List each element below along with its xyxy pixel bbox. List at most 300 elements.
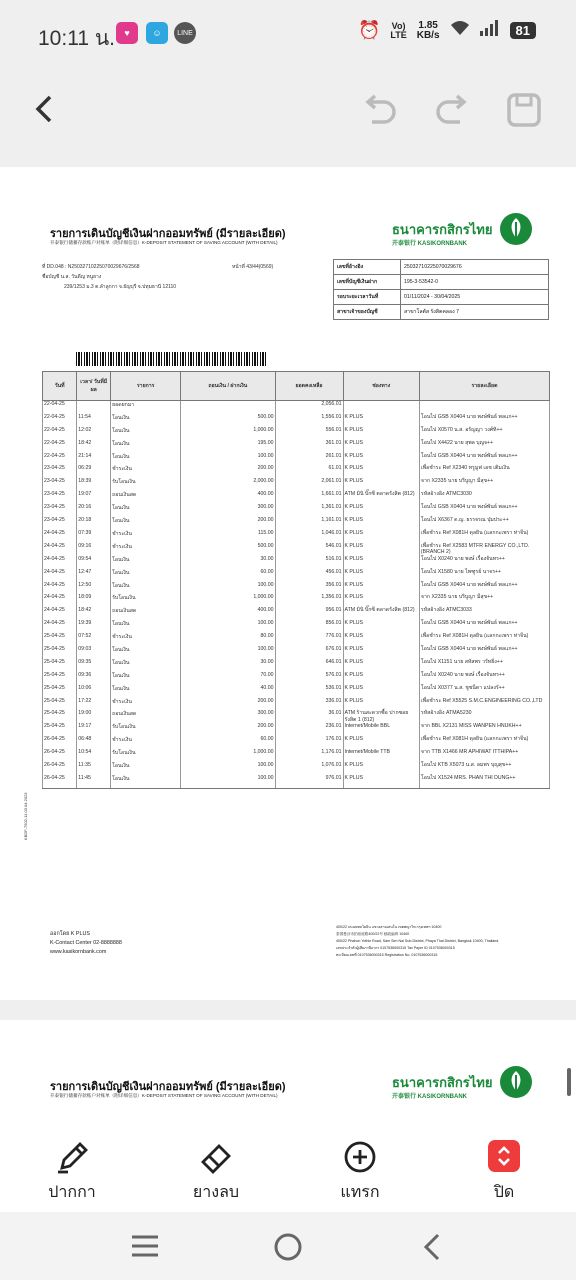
table-cell: ถอนเงินสด: [111, 710, 181, 723]
table-cell: 22-04-25: [43, 427, 77, 440]
table-cell: 25-04-25: [43, 646, 77, 659]
pen-icon: [56, 1140, 90, 1174]
edit-bottom-bar: [0, 1112, 576, 1212]
table-cell: 24-04-25: [43, 620, 77, 633]
table-cell: K PLUS: [343, 427, 419, 440]
add-circle-icon: [343, 1140, 377, 1174]
table-cell: 1,000.00: [181, 594, 275, 607]
table-cell: 200.00: [181, 698, 275, 711]
info-key: เลขที่อ้างอิง: [334, 260, 401, 275]
table-cell: 09:36: [77, 672, 111, 685]
table-cell: 2,061.01: [275, 478, 343, 491]
table-cell: โอนเงิน: [111, 427, 181, 440]
table-cell: โอนไป GSB X0404 นาย พงษ์พันธ์ พลแก++: [419, 582, 549, 595]
table-cell: 26-04-25: [43, 749, 77, 762]
table-cell: 2,056.01: [275, 401, 343, 414]
table-cell: [343, 401, 419, 414]
save-icon[interactable]: [506, 92, 542, 128]
table-cell: 400.00: [181, 491, 275, 504]
wifi-icon: [450, 20, 470, 41]
bank-sub: 开泰银行 KASIKORNBANK: [392, 241, 468, 247]
table-cell: K PLUS: [343, 543, 419, 556]
table-cell: รหัสอ้างอิง ATMC3033: [419, 607, 549, 620]
info-value: 250327102250700296​76: [401, 260, 549, 275]
column-header: รายละเอียด: [419, 372, 549, 401]
table-row: [43, 556, 550, 569]
table-cell: [181, 401, 275, 414]
table-cell: โอนไป X6367 ด.ญ. ธรรจรณ ปุ่มประ++: [419, 517, 549, 530]
table-cell: 06:48: [77, 736, 111, 749]
table-cell: 30.00: [181, 659, 275, 672]
table-cell: จาก X2335 นาย บริบูญา มีสุข++: [419, 594, 549, 607]
table-cell: 09:16: [77, 543, 111, 556]
top-toolbar: [0, 64, 576, 164]
column-header: รายการ: [111, 372, 181, 401]
table-cell: ATM มินิ บิ๊กซี ตลาดรังสิต (812): [343, 607, 419, 620]
net-speed: 1.85 KB/s: [416, 19, 440, 41]
table-cell: โอนไป GSB X0404 นาย พงษ์พันธ์ พลแก++: [419, 504, 549, 517]
table-cell: โอนเงิน: [111, 569, 181, 582]
table-cell: 22-04-25: [43, 453, 77, 466]
account-info-box: [333, 259, 549, 320]
table-cell: 36.01: [275, 710, 343, 723]
table-cell: 18:39: [77, 478, 111, 491]
table-row: [43, 465, 550, 478]
table-cell: K PLUS: [343, 594, 419, 607]
table-cell: จาก BBL X2131 MISS WANPEN HNUKH++: [419, 723, 549, 736]
table-cell: 1,556.01: [275, 414, 343, 427]
info-row: [334, 290, 549, 305]
table-cell: 100.00: [181, 453, 275, 466]
table-cell: โอนไป GSB X0404 นาย พงษ์พันธ์ พลแก++: [419, 414, 549, 427]
table-cell: Internet/Mobile TTB: [343, 749, 419, 762]
table-cell: เพื่อชำระ Ref X5525 S.M.C.ENGINEERING CO.,LTD: [419, 698, 549, 711]
table-cell: โอนเงิน: [111, 453, 181, 466]
table-cell: 24-04-25: [43, 569, 77, 582]
info-value: 01/11/2024 - 30/04/2025: [401, 290, 549, 305]
info-row: [334, 275, 549, 290]
table-row: [43, 530, 550, 543]
status-right: [358, 20, 536, 41]
table-cell: 976.01: [275, 775, 343, 788]
back-arrow-icon[interactable]: [32, 94, 58, 124]
table-cell: โอนไป KTB X5073 น.ส. ลมพร บุญสุข++: [419, 762, 549, 775]
table-cell: 676.01: [275, 646, 343, 659]
table-cell: โอนเงิน: [111, 440, 181, 453]
table-cell: 25-04-25: [43, 672, 77, 685]
table-cell: 70.00: [181, 672, 275, 685]
table-cell: K PLUS: [343, 517, 419, 530]
table-cell: 19:39: [77, 620, 111, 633]
status-time: 10:11 น.: [38, 27, 116, 50]
table-cell: โอนเงิน: [111, 762, 181, 775]
table-cell: 500.00: [181, 414, 275, 427]
table-cell: รับโอนเงิน: [111, 478, 181, 491]
table-row: [43, 659, 550, 672]
column-header: เวลา/ วันที่มีผล: [77, 372, 111, 401]
table-cell: 456.01: [275, 569, 343, 582]
table-cell: 25-04-25: [43, 659, 77, 672]
alarm-icon: ⏰: [357, 20, 381, 40]
table-cell: 26-04-25: [43, 762, 77, 775]
table-cell: 07:52: [77, 633, 111, 646]
table-row: [43, 607, 550, 620]
table-cell: 24-04-25: [43, 582, 77, 595]
table-cell: K PLUS: [343, 465, 419, 478]
table-row: [43, 646, 550, 659]
status-bar: [0, 0, 576, 64]
table-cell: 1,046.01: [275, 530, 343, 543]
table-cell: 11:45: [77, 775, 111, 788]
table-cell: 336.01: [275, 698, 343, 711]
table-cell: โอนเงิน: [111, 685, 181, 698]
footer-line: ทะเบียนเลขที่ 0107536000315 Registration No. 0107536000315: [336, 953, 438, 957]
table-cell: 18:42: [77, 440, 111, 453]
table-cell: 1,176.01: [275, 749, 343, 762]
info-row: [334, 260, 549, 275]
pen-label: ปากกา: [48, 1182, 96, 1201]
undo-icon[interactable]: [362, 92, 398, 126]
table-cell: 19:07: [77, 491, 111, 504]
table-cell: 12:02: [77, 427, 111, 440]
table-cell: 09:35: [77, 659, 111, 672]
table-cell: ชำระเงิน: [111, 465, 181, 478]
table-cell: K PLUS: [343, 698, 419, 711]
back-icon[interactable]: [420, 1232, 444, 1262]
table-cell: 24-04-25: [43, 556, 77, 569]
table-cell: K PLUS: [343, 672, 419, 685]
table-cell: 10:06: [77, 685, 111, 698]
table-row: [43, 723, 550, 736]
table-cell: โอนไป X0240 นาย พงษ์ เรื่องจันทร++: [419, 672, 549, 685]
bank-name-p2: ธนาคารกสิกรไทย: [392, 1075, 493, 1090]
table-cell: โอนเงิน: [111, 517, 181, 530]
table-cell: โอนเงิน: [111, 775, 181, 788]
table-cell: 61.01: [275, 465, 343, 478]
table-cell: 1,000.00: [181, 749, 275, 762]
table-cell: 22-04-25: [43, 414, 77, 427]
table-row: [43, 491, 550, 504]
table-cell: K PLUS: [343, 453, 419, 466]
table-row: [43, 543, 550, 556]
table-cell: 300.00: [181, 504, 275, 517]
table-cell: 200.00: [181, 465, 275, 478]
table-cell: รหัสอ้างอิง ATMA5230: [419, 710, 549, 723]
doc-title: รายการเดินบัญชีเงินฝากออมทรัพย์ (มีรายละเอียด): [50, 228, 286, 240]
volte-indicator: Vo) LTE: [390, 20, 407, 40]
table-cell: เพื่อชำระ Ref X081H ดุลยิน (แลกกะเพรา ท่าจีน): [419, 736, 549, 749]
doc-title-p2: รายการเดินบัญชีเงินฝากออมทรัพย์ (มีรายละเอียด): [50, 1081, 286, 1093]
table-cell: 23-04-25: [43, 478, 77, 491]
table-cell: K PLUS: [343, 569, 419, 582]
table-cell: จาก TTB X1466 MR APHIWAT ITTHIPA++: [419, 749, 549, 762]
table-cell: 356.01: [275, 582, 343, 595]
table-row: [43, 698, 550, 711]
table-cell: 1,076.01: [275, 762, 343, 775]
table-cell: 18:09: [77, 594, 111, 607]
kbank-logo-icon: [499, 1065, 533, 1099]
table-cell: 26-04-25: [43, 736, 77, 749]
doc-subtitle-p2: 开泰银行储蓄存款账户对账单（附详细信息）K-DEPOSIT STATEMENT OF SAVING ACCOUNT (WITH DETAIL): [50, 1093, 278, 1098]
table-cell: รหัสอ้างอิง ATMC3030: [419, 491, 549, 504]
holder-address: 239/1253 ม.3 ต.ลำลูกกา จ.ธัญบุรี จ.ปทุมธานี 12110: [64, 284, 177, 290]
table-cell: [77, 401, 111, 414]
table-cell: ถอนเงินสด: [111, 607, 181, 620]
table-row: [43, 453, 550, 466]
table-cell: 956.01: [275, 607, 343, 620]
table-cell: 100.00: [181, 620, 275, 633]
table-cell: โอนเงิน: [111, 659, 181, 672]
table-cell: ชำระเงิน: [111, 736, 181, 749]
table-cell: ถอนเงินสด: [111, 491, 181, 504]
column-header: วันที่: [43, 372, 77, 401]
table-cell: 25-04-25: [43, 633, 77, 646]
column-header: ยอดคงเหลือ: [275, 372, 343, 401]
footer-line: K-Contact Center 02-8888888: [50, 940, 122, 946]
table-cell: ชำระเงิน: [111, 530, 181, 543]
table-cell: 516.01: [275, 556, 343, 569]
table-cell: รับโอนเงิน: [111, 723, 181, 736]
table-row: [43, 478, 550, 491]
battery-indicator: 81: [510, 22, 536, 39]
table-cell: โอนเงิน: [111, 646, 181, 659]
table-cell: ชำระเงิน: [111, 698, 181, 711]
table-cell: 07:39: [77, 530, 111, 543]
scrollbar-thumb[interactable]: [567, 1068, 571, 1096]
table-cell: 40.00: [181, 685, 275, 698]
table-row: [43, 517, 550, 530]
table-cell: 300.00: [181, 710, 275, 723]
table-cell: 22-04-25: [43, 401, 77, 414]
table-cell: 25-04-25: [43, 723, 77, 736]
line-icon: LINE: [174, 22, 196, 44]
footer-line: www.kasikornbank.com: [50, 949, 107, 955]
table-cell: 06:29: [77, 465, 111, 478]
table-cell: โอนไป GSB X0404 นาย พงษ์พันธ์ พลแก++: [419, 646, 549, 659]
table-cell: 576.01: [275, 672, 343, 685]
table-cell: โอนไป X1524 MRS. PHAN THI DUNG++: [419, 775, 549, 788]
table-cell: 200.00: [181, 517, 275, 530]
table-cell: 1,361.01: [275, 504, 343, 517]
table-cell: รับโอนเงิน: [111, 594, 181, 607]
table-cell: 25-04-25: [43, 698, 77, 711]
table-cell: 1,356.01: [275, 594, 343, 607]
table-cell: 236.01: [275, 723, 343, 736]
table-cell: K PLUS: [343, 620, 419, 633]
table-cell: K PLUS: [343, 504, 419, 517]
barcode: [76, 352, 266, 366]
transactions-table: [42, 371, 550, 789]
table-cell: 11:35: [77, 762, 111, 775]
bank-name: ธนาคารกสิกรไทย: [392, 222, 493, 237]
insert-label: แทรก: [340, 1182, 380, 1201]
doc-subtitle: 开泰银行储蓄存款账户对账单（附详细信息）K-DEPOSIT STATEMENT OF SAVING ACCOUNT (WITH DETAIL): [50, 240, 278, 245]
table-cell: 22-04-25: [43, 440, 77, 453]
table-cell: K PLUS: [343, 440, 419, 453]
column-header: ถอนเงิน / ฝากเงิน: [181, 372, 275, 401]
table-cell: 25-04-25: [43, 685, 77, 698]
table-row: [43, 749, 550, 762]
table-cell: โอนเงิน: [111, 620, 181, 633]
footer-line: 400/22 ถนนพหลโยธิน แขวงสามเสนใน เขตพญาไท กรุงเทพฯ 10400: [336, 925, 442, 929]
table-cell: K PLUS: [343, 646, 419, 659]
table-row: [43, 401, 550, 414]
info-value: สาขาโลตัส รังสิตคลอง 7: [401, 305, 549, 320]
table-cell: ATM มินิ บิ๊กซี ตลาดรังสิต (812): [343, 491, 419, 504]
table-cell: 556.01: [275, 427, 343, 440]
table-cell: K PLUS: [343, 659, 419, 672]
table-cell: 100.00: [181, 775, 275, 788]
table-cell: K PLUS: [343, 736, 419, 749]
page-number: หน้าที่ 43/44(0569): [232, 264, 274, 270]
table-cell: 24-04-25: [43, 530, 77, 543]
table-cell: โอนเงิน: [111, 672, 181, 685]
footer-line: 泰国曼谷市拍裕庭路400/22号 邮政编码 10400: [336, 932, 410, 936]
table-cell: 2,000.00: [181, 478, 275, 491]
table-cell: 30.00: [181, 556, 275, 569]
table-row: [43, 582, 550, 595]
table-row: [43, 594, 550, 607]
table-cell: โอนไป X1151 นาย สหัสพร วรัทยิ่ง++: [419, 659, 549, 672]
table-cell: 09:03: [77, 646, 111, 659]
table-row: [43, 672, 550, 685]
table-cell: 115.00: [181, 530, 275, 543]
table-cell: ชำระเงิน: [111, 543, 181, 556]
footer-right: [336, 924, 499, 959]
table-cell: 24-04-25: [43, 594, 77, 607]
info-value: 195-3-53542-0: [401, 275, 549, 290]
table-cell: K PLUS: [343, 685, 419, 698]
table-row: [43, 620, 550, 633]
collapse-icon: [488, 1140, 520, 1172]
table-row: [43, 633, 550, 646]
table-cell: 500.00: [181, 543, 275, 556]
table-cell: 261.01: [275, 453, 343, 466]
table-cell: จาก X2335 นาย บริบูญา มีสุข++: [419, 478, 549, 491]
footer-line: ออกโดย K PLUS: [50, 931, 90, 937]
table-cell: เพื่อชำระ Ref X081H ดุลยิน (แลกกะเพรา ท่าจีน): [419, 530, 549, 543]
info-key: เลขที่บัญชีเงินฝาก: [334, 275, 401, 290]
table-cell: 23-04-25: [43, 504, 77, 517]
table-cell: 856.01: [275, 620, 343, 633]
table-cell: 100.00: [181, 646, 275, 659]
table-row: [43, 569, 550, 582]
table-cell: 1,161.01: [275, 517, 343, 530]
table-cell: 195.00: [181, 440, 275, 453]
footer-line: 400/22 Phahon Yothin Road, Sam Sen Nai Sub-District, Phaya Thai District, Bangkok 10400, Thailand.: [336, 939, 500, 943]
footer-line: เลขประจำตัวผู้เสียภาษีอากร 0107536000315 Tax Payer ID 0107536000315: [336, 946, 455, 950]
table-cell: รับโอนเงิน: [111, 749, 181, 762]
info-key: รอบระยะเวลาวันที่: [334, 290, 401, 305]
account-holder: ชื่อบัญชี น.ส. วันดีญ หนูยาง: [42, 274, 102, 280]
table-cell: ATM ร้านสะดวกซื้อ ปากซอย รังสิต 1 (812): [343, 710, 419, 723]
table-cell: โอนเงิน: [111, 504, 181, 517]
table-cell: 26-04-25: [43, 775, 77, 788]
table-cell: 100.00: [181, 762, 275, 775]
table-row: [43, 775, 550, 788]
home-icon[interactable]: [272, 1231, 304, 1263]
table-cell: K PLUS: [343, 478, 419, 491]
table-cell: 536.01: [275, 685, 343, 698]
table-cell: 100.00: [181, 582, 275, 595]
table-cell: 12:47: [77, 569, 111, 582]
table-cell: 23-04-25: [43, 465, 77, 478]
table-cell: 09:54: [77, 556, 111, 569]
table-cell: 20:16: [77, 504, 111, 517]
table-cell: 400.00: [181, 607, 275, 620]
eraser-icon: [199, 1140, 233, 1174]
table-cell: 646.01: [275, 659, 343, 672]
table-cell: 11:54: [77, 414, 111, 427]
table-cell: K PLUS: [343, 530, 419, 543]
table-cell: 176.01: [275, 736, 343, 749]
table-cell: 24-04-25: [43, 607, 77, 620]
table-cell: 23-04-25: [43, 517, 77, 530]
table-cell: เพื่อชำระ Ref X081H ดุลยิน (แลกกะเพรา ท่าจีน): [419, 633, 549, 646]
table-cell: K PLUS: [343, 582, 419, 595]
doc-ref: ที่ DD.048 : N2503271022507002967​6/2568: [42, 264, 140, 270]
table-cell: 19:17: [77, 723, 111, 736]
chat-icon: ☺: [146, 22, 168, 44]
table-cell: 21:14: [77, 453, 111, 466]
table-cell: 60.00: [181, 569, 275, 582]
redo-icon[interactable]: [434, 92, 470, 126]
table-cell: 80.00: [181, 633, 275, 646]
table-cell: K PLUS: [343, 775, 419, 788]
table-cell: โอนไป GSB X0404 นาย พงษ์พันธ์ พลแก++: [419, 620, 549, 633]
recent-apps-icon[interactable]: [130, 1234, 160, 1258]
table-cell: 200.00: [181, 723, 275, 736]
table-row: [43, 414, 550, 427]
document-page-2: [0, 1020, 576, 1112]
table-cell: 546.01: [275, 543, 343, 556]
table-row: [43, 685, 550, 698]
table-cell: K PLUS: [343, 556, 419, 569]
table-row: [43, 710, 550, 723]
table-cell: เพื่อชำระ Ref X2340 ทรูมูฟ เอช เติมเงิน: [419, 465, 549, 478]
table-cell: 60.00: [181, 736, 275, 749]
footer-left: [50, 930, 122, 957]
table-cell: 25-04-25: [43, 710, 77, 723]
table-cell: 17:22: [77, 698, 111, 711]
table-cell: 12:50: [77, 582, 111, 595]
info-key: สาขาเจ้าของบัญชี: [334, 305, 401, 320]
table-cell: เพื่อชำระ Ref X2583 MTFR ENERGY CO.,LTD. (BRANCH 2): [419, 543, 549, 556]
table-cell: 20:18: [77, 517, 111, 530]
table-row: [43, 440, 550, 453]
table-cell: 1,000.00: [181, 427, 275, 440]
table-cell: โอนไป X0377 น.ส. ชูชนีดา แปลงรั++: [419, 685, 549, 698]
table-cell: 776.01: [275, 633, 343, 646]
table-cell: 1,661.01: [275, 491, 343, 504]
info-row: [334, 305, 549, 320]
line-voom-icon: ♥: [116, 22, 138, 44]
table-row: [43, 427, 550, 440]
table-cell: [419, 401, 549, 414]
eraser-label: ยางลบ: [192, 1182, 240, 1201]
table-cell: โอนไป GSB X0404 นาย พงษ์พันธ์ พลแก++: [419, 453, 549, 466]
table-cell: K PLUS: [343, 633, 419, 646]
table-cell: 23-04-25: [43, 491, 77, 504]
table-row: [43, 504, 550, 517]
table-cell: Internet/Mobile BBL: [343, 723, 419, 736]
close-label: ปิด: [493, 1182, 515, 1201]
column-header: ช่องทาง: [343, 372, 419, 401]
document-page-1: [0, 167, 576, 1000]
table-cell: โอนเงิน: [111, 414, 181, 427]
table-row: [43, 762, 550, 775]
signal-icon: [480, 20, 500, 41]
